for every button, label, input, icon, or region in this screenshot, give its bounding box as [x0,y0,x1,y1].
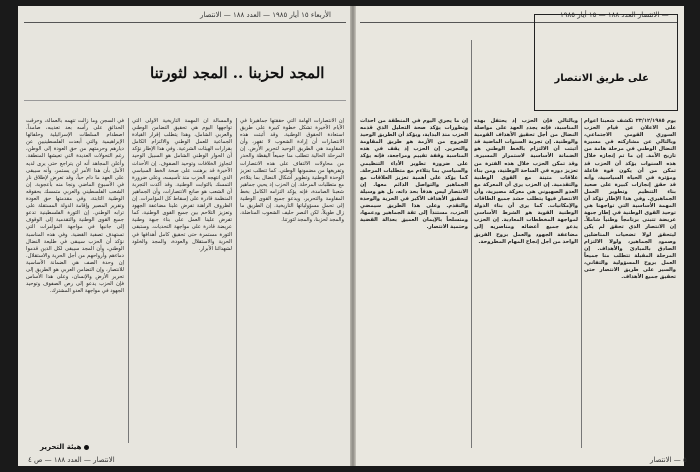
column-rule [581,118,582,448]
editorial-signature [40,443,89,451]
left-column-3: إن الانتصارات الهامة التي حققتها جماهيرنا في الأيام الأخيرة تشكل خطوة كبيرة على طريق استعادة الحقوق الوطنية. وقد أثبتت هذه الانتصارات أن إرادة الشعوب لا تقهر، وأن المقاومة هي الطريق الوحيد لتحرير الأرض. إن المرحلة الحالية تتطلب منا جميعاً اليقظة والحذر من محاولات الالتفاف على هذه الانتصارات وتفريغها من مضمونها الوطني. كما تتطلب تعزيز الوحدة الوطنية وتطوير أشكال النضال بما يتلاءم مع متطلبات المرحلة. إن الحزب إذ يحيي جماهير شعبنا الصامدة، فإنه يؤكد التزامه الكامل بخط المقاومة والتحرير، ويدعو جميع القوى الوطنية إلى تحمل مسؤولياتها التاريخية. إن الطريق ما زال طويلاً، لكن النصر حليف الشعوب المناضلة، والمجد لحزبنا، والمجد لثورتنا. [240,118,344,224]
column-rule [128,118,129,443]
left-column-2: والمسألة أن المهمة التاريخية الأولى التي تواجهها اليوم هي تحقيق التضامن الوطني والعربي الشامل، وهذا يتطلب إقرار القيادة الجماعية للعمل الوطني والالتزام الكامل بقرارات الهيئات الشرعية. وفي هذا الإطار نؤكد أن الحوار الوطني الشامل هو السبيل الوحيد لتجاوز الخلافات وتوحيد الصفوف. إن الأحداث الأخيرة قد برهنت على صحة الخط السياسي الذي انتهجه الحزب منذ تأسيسه، وعلى ضرورة التمسك بالثوابت الوطنية. وقد أكدت التجربة أن الشعب هو صانع الانتصارات، وأن الجماهير المنظمة قادرة على إسقاط كل المؤامرات. إن الظروف الراهنة تفرض علينا مضاعفة الجهود وتعزيز التلاحم بين جميع القوى الوطنية، كما تفرض علينا العمل على بناء جبهة وطنية عريضة قادرة على مواجهة التحديات. وستبقى الثورة مستمرة حتى تحقيق كامل أهدافها في الحرية والاستقلال والعودة، والمجد والخلود لشهدائنا الأبرار. [132,118,232,252]
signature-text: هيئة التحرير [40,443,82,451]
right-page-footer: ٥ — الانتصار [650,456,687,464]
left-column-1: في السجن وما زالت تتهمه بالعمالة، وحرقت الحدائق على رأسه بعد تعذيبه، صامداً. اصطدام السلطات الإسرائيلية وحلفائها الإبراهيمية والتي أبعدت الفلسطينيين عن ديارهم وحرمتهم من حق العودة إلى الوطن، رغم التحولات العديدة التي تعيشها المنطقة. وأعلن المجاهد أنه لن يتراجع حتى يرى لديه الأمل بأن هذا الأمر لن يستمر، وأنه سيبقى على العهد ما دام حياً، وقد تعرض لإطلاق نار في الأسبوع الماضي ونجا منه بأعجوبة. إن الشعب الفلسطيني والعربي متمسك بحقوقه الوطنية الثابتة، وفي مقدمتها حق العودة وتقرير المصير وإقامة الدولة المستقلة على ترابه الوطني. إن الثورة الفلسطينية تدعو جميع القوى الوطنية والتقدمية إلى الوقوف إلى جانبها في مواجهة المؤامرات التي تستهدف تصفية القضية. وفي هذه المناسبة نؤكد أن الحزب سيبقى في طليعة النضال الوطني، وأن المجد سيبقى لكل الذين قدموا دماءهم وأرواحهم من أجل الحرية والاستقلال. إن وحدة الصف هي الضمانة الأساسية للانتصار، وإن التضامن العربي هو الطريق إلى تحرير الأرض والإنسان، وعلى هذا الأساس فإن الحزب يدعو إلى رص الصفوف وتوحيد الجهود في مواجهة العدو المشترك. [26,118,124,295]
title-rule [24,100,346,101]
right-column-3: إن ما يجري اليوم في المنطقة من أحداث وتطورات يؤكد صحة التحليل الذي قدمه الحزب منذ البداية، ويؤكد أن الطريق الوحيد للخروج من الأزمة هو طريق المقاومة والتحرير. إن الحزب إذ يقف في هذه المناسبة وقفة تقييم ومراجعة، فإنه يؤكد على ضرورة تطوير الأداء التنظيمي والسياسي بما يتلاءم مع متطلبات المرحلة. كما يؤكد على أهمية تعزيز العلاقات مع الجماهير والتواصل الدائم معها. إن الانتصار ليس هدفاً بحد ذاته، بل هو وسيلة لتحقيق الأهداف الأكبر في الحرية والوحدة والتقدم. وعلى هذا الطريق سيمضي الحزب، مستنداً إلى ثقة الجماهير ودعمها، ومتسلحاً بالإيمان العميق بعدالة القضية وحتمية الانتصار. [360,118,468,231]
column-rule [471,40,472,448]
header-rule [24,22,346,23]
bullet-icon [84,445,89,450]
column-rule [236,118,237,448]
left-page-footer: الانتصار — العدد ١٨٨ — ص ٤ [28,456,115,464]
right-column-2: وبالتالي فإن الحزب إذ يحتفل بهذه المناسبة، فإنه يجدد العهد على مواصلة النضال من أجل تحقيق الأهداف القومية والوطنية. إن تجربة السنوات الماضية قد أثبتت أن الالتزام بالخط الوطني هو الضمانة الأساسية لاستمرار المسيرة. وقد تمكن الحزب خلال هذه الفترة من تعزيز دوره في الساحة الوطنية، ومن بناء علاقات متينة مع القوى الوطنية والتقدمية. إن الحزب يرى أن المعركة مع العدو الصهيوني هي معركة مصيرية، وأن الانتصار فيها يتطلب حشد جميع الطاقات والإمكانيات. كما يرى أن بناء الدولة الوطنية القوية هو الشرط الأساسي لمواجهة المخططات المعادية. إن الحزب يدعو جميع أعضائه ومناصريه إلى مضاعفة الجهود والعمل بروح الفريق الواحد من أجل إنجاح المهام المطروحة. [474,118,578,245]
page-gutter [350,6,356,466]
right-column-1: يوم ٢٣/١٢/١٩٨٥ تكشف شعبنا أعوام على الاعلان عن قيام الحزب السوري القومي الاجتماعي، وبالتالي عن مشاركته في مسيرة النضال الوطني في مرحلة هامة من تاريخ الأمة. إن ما تم إنجازه خلال هذه السنوات يؤكد أن الحزب قد تمكن من أن يكون قوة فاعلة ومؤثرة في الحياة السياسية، وأنه قد حقق إنجازات كبيرة على صعيد بناء التنظيم وتطوير العمل الجماهيري. وفي هذا الإطار نؤكد أن المهمة الأساسية التي تواجهنا هي توحيد القوى الوطنية في إطار جبهة عريضة تتبنى برنامجاً وطنياً شاملاً. إن الانتصار الذي تحقق لم يكن ليتحقق لولا تضحيات المناضلين وصمود الجماهير، ولولا الالتزام الصادق بالمبادئ والأهداف. إن المرحلة المقبلة تتطلب منا جميعاً العمل بروح المسؤولية والتفاني، والسير على طريق الانتصار حتى تحقيق جميع الأهداف. [584,118,676,281]
article-title: المجد لحزبنا .. المجد لثورتنا [150,64,325,82]
section-box [534,14,678,111]
right-page-header: — الانتصار العدد ١٨٨ — ١٥ أيار ١٩٨٥ [560,11,669,19]
left-page-header: الأربعاء ١٥ أيار ١٩٨٥ — العدد ١٨٨ — الانتصار [200,11,331,19]
section-box-title: على طريق الانتصار [554,73,649,84]
